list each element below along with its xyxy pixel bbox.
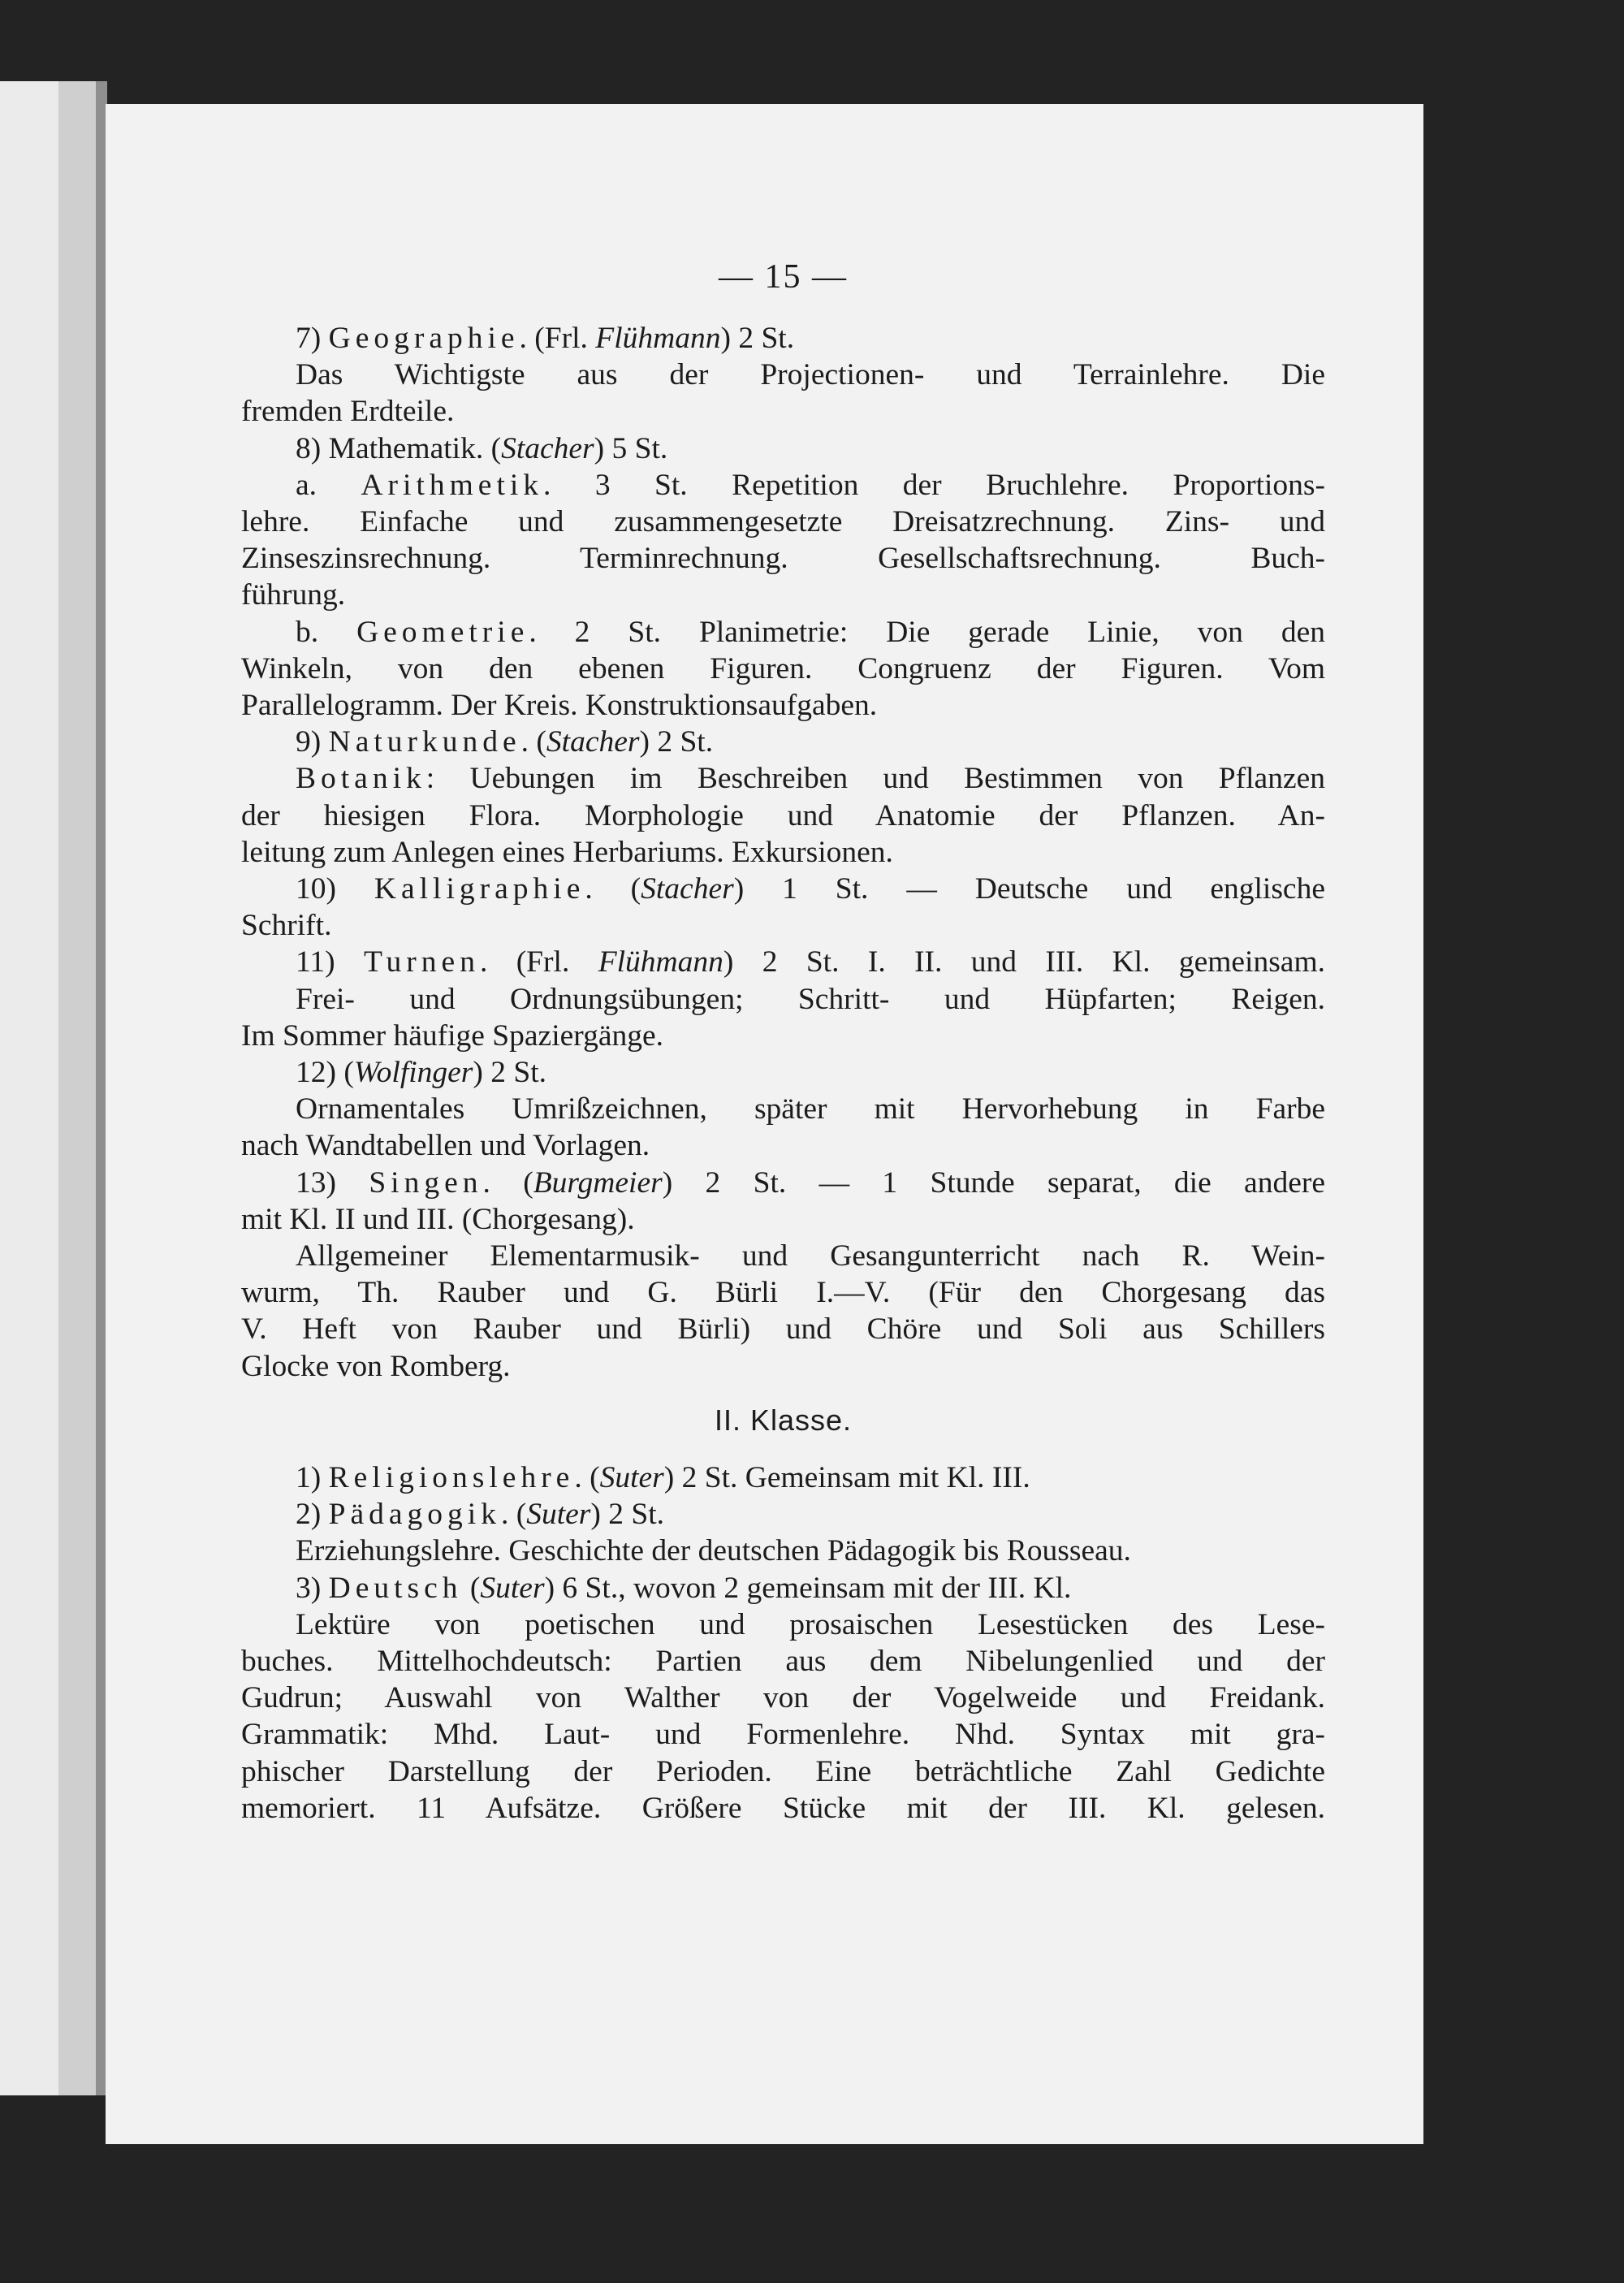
text-line (241, 687, 1325, 724)
teacher-name: Suter (599, 1460, 664, 1494)
text-line (241, 357, 1325, 393)
text-segment: ) 2 St. Gemeinsam mit Kl. III. (663, 1460, 1030, 1494)
text-segment: der hiesigen Flora. Morphologie und Anatomie der Pflanzen. An- (241, 798, 1325, 832)
text-segment: 12) ( (296, 1056, 354, 1090)
teacher-name: Flühmann (595, 322, 721, 355)
text-segment: ( (462, 1571, 481, 1605)
text-line (241, 1311, 1325, 1347)
subject-name: Geometrie (356, 615, 529, 649)
text-segment: . ( (500, 1498, 527, 1532)
teacher-name: Wolfinger (353, 1056, 473, 1090)
text-line (241, 577, 1325, 613)
text-segment: 3) (296, 1571, 329, 1605)
text-line (241, 1054, 1325, 1091)
text-segment: lehre. Einfache und zusammengesetzte Dreisatzrechnung. Zins- und (241, 505, 1325, 539)
text-segment: fremden Erdteile. (241, 395, 455, 429)
text-line (241, 430, 1325, 467)
text-line (241, 1127, 1325, 1164)
text-segment: . ( (520, 725, 546, 759)
text-line (241, 1348, 1325, 1385)
text-line (241, 1274, 1325, 1311)
text-line (241, 1680, 1325, 1716)
text-line (241, 320, 1325, 357)
text-segment: memoriert. 11 Aufsätze. Größere Stücke mit der III. Kl. gelesen. (241, 1791, 1325, 1825)
text-line (241, 760, 1325, 797)
text-line (241, 504, 1325, 540)
teacher-name: Suter (526, 1498, 591, 1532)
text-line (241, 1753, 1325, 1790)
text-segment: ) 2 St. (639, 725, 714, 759)
text-line (241, 1570, 1325, 1606)
text-line (241, 1459, 1325, 1496)
text-segment: 10) (296, 872, 374, 906)
teacher-name: Stacher (641, 872, 734, 906)
teacher-name: Flühmann (598, 945, 723, 979)
subject-name: Deutsch (328, 1571, 463, 1605)
subject-name: Geographie (328, 322, 520, 355)
subject-name: Arithmetik (361, 468, 544, 502)
text-segment: Im Sommer häufige Spaziergänge. (241, 1018, 663, 1053)
text-segment: 11) (296, 945, 364, 979)
subject-name: Singen (369, 1165, 483, 1200)
text-line (241, 981, 1325, 1018)
subject-name: Naturkunde (328, 725, 521, 759)
text-line (241, 907, 1325, 944)
text-segment: 9) (296, 725, 329, 759)
page-content (241, 240, 1325, 1827)
text-segment: . ( (482, 1165, 533, 1200)
page-number: — 15 — (719, 258, 848, 296)
text-line (241, 1533, 1325, 1569)
text-segment: ) 1 St. — Deutsche und englische (733, 872, 1325, 906)
text-segment: Winkeln, von den ebenen Figuren. Congruenz der Figuren. Vom (241, 651, 1325, 685)
text-segment: führung. (241, 578, 346, 612)
text-segment: a. (296, 468, 361, 502)
text-segment: II. Klasse. (714, 1403, 853, 1437)
text-line (241, 1165, 1325, 1201)
text-line (241, 834, 1325, 871)
text-segment: Allgemeiner Elementarmusik- und Gesangunterricht nach R. Wein- (296, 1239, 1325, 1273)
text-segment: nach Wandtabellen und Vorlagen. (241, 1129, 650, 1163)
text-segment: phischer Darstellung der Perioden. Eine beträchtliche Zahl Gedichte (241, 1754, 1325, 1788)
text-line (241, 1201, 1325, 1238)
text-segment: ) 2 St. (590, 1498, 665, 1532)
subject-name: Turnen (363, 945, 480, 979)
text-segment: . ( (585, 872, 641, 906)
text-line (241, 1496, 1325, 1533)
text-segment: Gudrun; Auswahl von Walther von der Vogelweide und Freidank. (241, 1681, 1325, 1715)
text-line (241, 540, 1325, 577)
text-segment: ) 2 St. — 1 Stunde separat, die andere (662, 1165, 1325, 1200)
text-line (241, 651, 1325, 687)
text-segment: . 2 St. Planimetrie: Die gerade Linie, von den (529, 615, 1325, 649)
text-line (241, 1790, 1325, 1827)
text-line (241, 1091, 1325, 1127)
document-page (106, 104, 1423, 2144)
text-segment: V. Heft von Rauber und Bürli) und Chöre und Soli aus Schillers (241, 1312, 1325, 1347)
text-segment: buches. Mittelhochdeutsch: Partien aus dem Nibelungenlied und der (241, 1644, 1325, 1678)
text-segment: Parallelogramm. Der Kreis. Konstruktionsaufgaben. (241, 689, 878, 723)
text-segment: 13) (296, 1165, 369, 1200)
teacher-name: Burgmeier (533, 1165, 663, 1200)
text-segment: Ornamentales Umrißzeichnen, später mit Hervorhebung in Farbe (296, 1092, 1325, 1126)
text-segment: Zinseszinsrechnung. Terminrechnung. Gesellschaftsrechnung. Buch- (241, 542, 1325, 576)
text-line (241, 1716, 1325, 1753)
subject-name: Kalligraphie (374, 872, 585, 906)
teacher-name: Suter (480, 1571, 545, 1605)
teacher-name: Stacher (546, 725, 640, 759)
text-segment: b. (296, 615, 357, 649)
subject-name: Religionslehre (328, 1460, 575, 1494)
text-segment: : Uebungen im Beschreiben und Bestimmen von Pflanzen (425, 762, 1325, 796)
text-segment: . ( (574, 1460, 600, 1494)
subject-name: Botanik (296, 762, 426, 796)
text-segment: 8) Mathematik. ( (296, 431, 502, 465)
text-segment: ) 2 St. (720, 322, 795, 355)
left-page-margin (0, 81, 58, 2095)
text-segment: 2) (296, 1498, 329, 1532)
text-segment: ) 6 St., wovon 2 gemeinsam mit der III. Kl. (544, 1571, 1072, 1605)
section-heading (241, 1396, 1325, 1445)
text-segment: ) 2 St. (473, 1056, 547, 1090)
text-segment: leitung zum Anlegen eines Herbariums. Exkursionen. (241, 835, 893, 869)
text-line (241, 1606, 1325, 1643)
text-segment: Glocke von Romberg. (241, 1349, 511, 1383)
text-segment: Lektüre von poetischen und prosaischen Lesestücken des Lese- (296, 1607, 1325, 1641)
left-page-edge (0, 81, 106, 2095)
text-segment: . 3 St. Repetition der Bruchlehre. Proportions- (543, 468, 1325, 502)
subject-name: Pädagogik (328, 1498, 501, 1532)
text-line (241, 724, 1325, 760)
text-line (241, 1238, 1325, 1274)
text-segment: . (Frl. (519, 322, 596, 355)
text-segment: Frei- und Ordnungsübungen; Schritt- und Hüpfarten; Reigen. (296, 982, 1325, 1016)
text-line (241, 871, 1325, 907)
text-line (241, 1643, 1325, 1680)
text-line (241, 798, 1325, 834)
text-segment: Das Wichtigste aus der Projectionen- und Terrainlehre. Die (296, 358, 1325, 392)
text-segment: Erziehungslehre. Geschichte der deutschen Pädagogik bis Rousseau. (296, 1534, 1131, 1568)
text-segment: . (Frl. (479, 945, 598, 979)
text-segment: ) 2 St. I. II. und III. Kl. gemeinsam. (723, 945, 1325, 979)
text-line (241, 1018, 1325, 1054)
teacher-name: Stacher (501, 431, 594, 465)
text-segment: ) 5 St. (594, 431, 668, 465)
text-line (241, 614, 1325, 651)
text-segment: 7) (296, 322, 329, 355)
text-segment: Schrift. (241, 909, 332, 943)
text-segment: wurm, Th. Rauber und G. Bürli I.—V. (Für den Chorgesang das (241, 1276, 1325, 1310)
text-segment: mit Kl. II und III. (Chorgesang). (241, 1202, 635, 1236)
text-segment: Grammatik: Mhd. Laut- und Formenlehre. Nhd. Syntax mit gra- (241, 1718, 1325, 1752)
text-line (241, 467, 1325, 504)
text-line (241, 944, 1325, 980)
text-line (241, 393, 1325, 430)
text-segment: 1) (296, 1460, 329, 1494)
